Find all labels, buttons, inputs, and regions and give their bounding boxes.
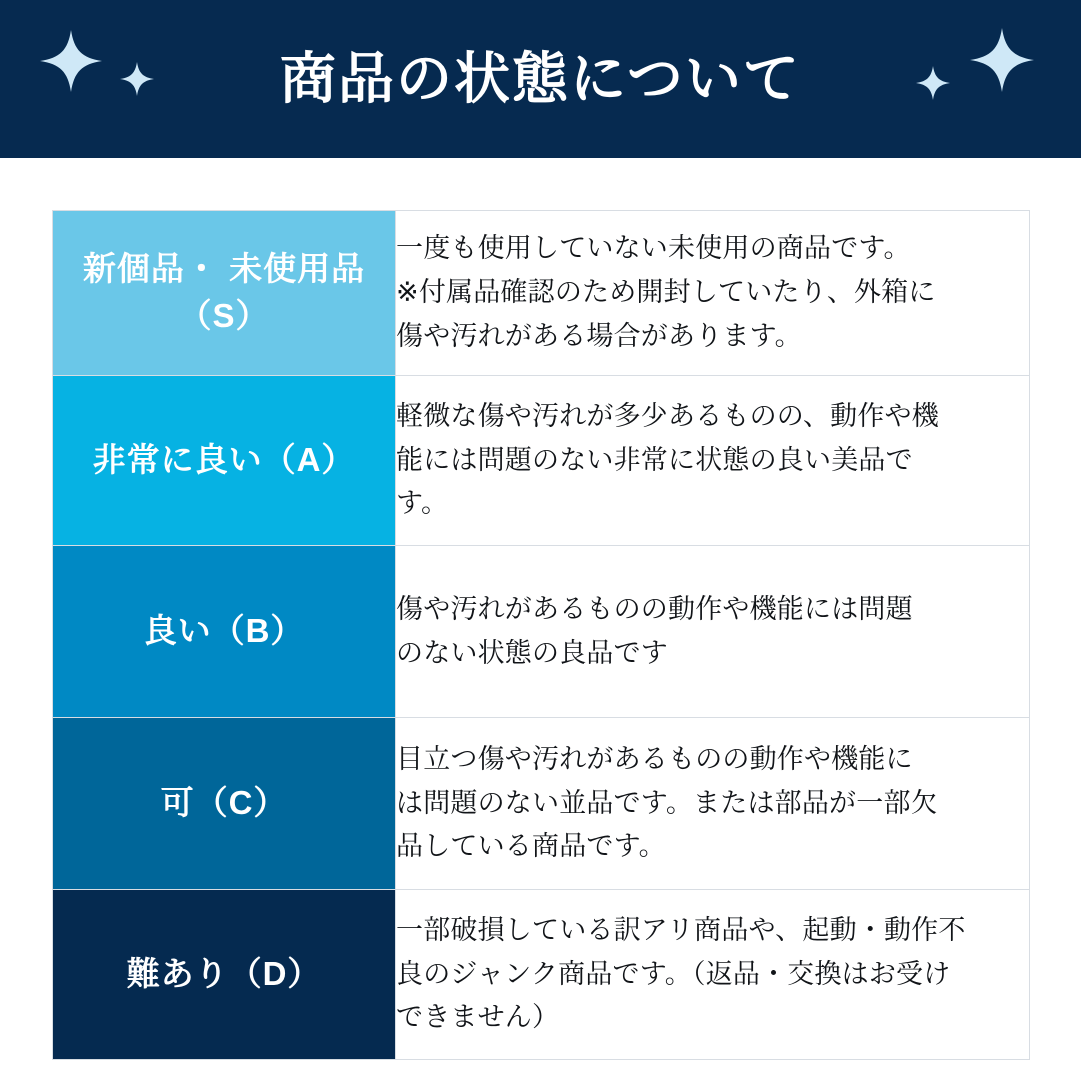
grade-label-b	[53, 546, 396, 718]
table-row	[53, 890, 1030, 1060]
table-row	[53, 211, 1030, 376]
table-row	[53, 718, 1030, 890]
description-line: 能には問題のない非常に状態の良い美品で	[396, 444, 913, 475]
grade-label-s	[53, 211, 396, 376]
description-line: のない状態の良品です	[396, 637, 668, 668]
grade-description-b	[396, 546, 1030, 718]
grade-description-d	[396, 890, 1030, 1060]
description-line: は問題のない並品です。または部品が一部欠	[396, 787, 938, 818]
sparkle-icon	[916, 66, 950, 100]
description-line: 良のジャンク商品です。（返品・交換はお受け	[396, 958, 951, 989]
description-line: 一度も使用していない未使用の商品です。	[396, 233, 911, 264]
description-line: 目立つ傷や汚れがあるものの動作や機能に	[396, 743, 913, 774]
description-line: 一部破損している訳アリ商品や、起動・動作不	[396, 914, 966, 945]
description-line: できません）	[396, 1002, 560, 1033]
condition-table	[52, 210, 1030, 1060]
grade-description-s	[396, 211, 1030, 376]
condition-table-wrapper	[0, 158, 1081, 1060]
description-line: 傷や汚れがある場合があります。	[396, 320, 802, 351]
sparkle-icon	[40, 30, 102, 92]
grade-label-c	[53, 718, 396, 890]
description-line: す。	[396, 488, 449, 519]
description-line: 傷や汚れがあるものの動作や機能には問題	[396, 593, 913, 624]
grade-line: 未使用品（S）	[178, 250, 366, 334]
sparkle-icon	[120, 62, 154, 96]
page-header	[0, 0, 1081, 158]
grade-line: 非常に良い（A）	[92, 441, 356, 479]
description-line: ※付属品確認のため開封していたり、外箱に	[396, 277, 936, 308]
page-title: 商品の状態について	[280, 47, 801, 110]
grade-line: 可（C）	[160, 784, 288, 822]
grade-label-a	[53, 376, 396, 546]
grade-description-c	[396, 718, 1030, 890]
grade-line: 良い（B）	[143, 612, 305, 650]
grade-line: 新個品・	[82, 250, 219, 288]
description-line: 軽微な傷や汚れが多少あるものの、動作や機	[396, 400, 939, 431]
table-row	[53, 376, 1030, 546]
grade-label-d	[53, 890, 396, 1060]
grade-line: 難あり（D）	[126, 955, 322, 993]
sparkle-icon	[970, 28, 1034, 92]
table-row	[53, 546, 1030, 718]
grade-description-a	[396, 376, 1030, 546]
description-line: 品している商品です。	[396, 831, 666, 862]
